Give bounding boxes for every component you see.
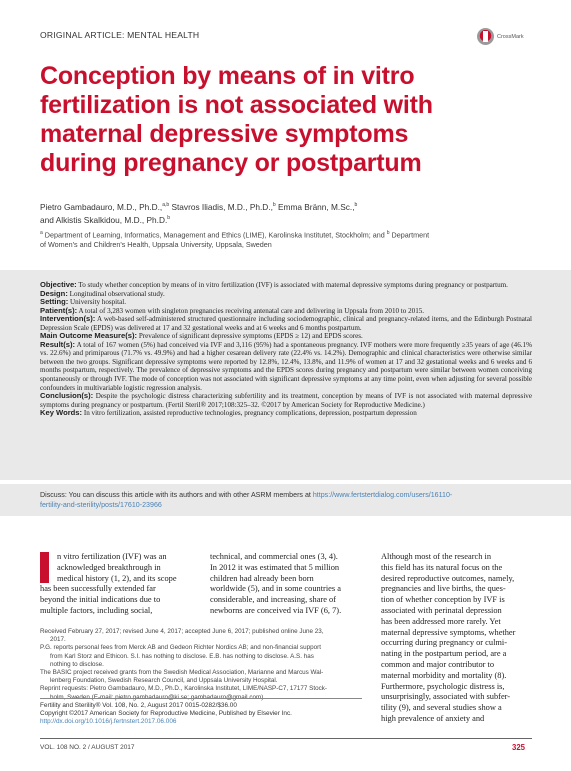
body-line: considerable, and increasing, share of (210, 595, 337, 605)
title-line: Conception by means of in vitro (40, 62, 415, 90)
crossmark-badge[interactable] (477, 28, 524, 45)
body-line: tion of whether conception by IVF is (381, 595, 505, 605)
footer-issue: VOL. 108 NO. 2 / AUGUST 2017 (40, 744, 135, 751)
body-line: multiple factors, including social, (40, 605, 153, 615)
body-line: children had already been born (210, 573, 314, 583)
discuss-link[interactable]: https://www.fertstertdialog.com/users/16110- (312, 491, 453, 499)
abstract-heading: Intervention(s): (40, 314, 96, 324)
author-name: Stavros Iliadis, M.D., Ph.D., (169, 201, 273, 212)
body-line: desired reproductive outcomes, namely, (381, 573, 515, 583)
body-line: maternal depressive symptoms, whether (381, 627, 516, 637)
disclosure-note: from Karl Storz and Ethicon. S.I. has nothing to disclose. E.B. has nothing to disclose. A.S. has (50, 652, 314, 660)
affiliation-text: Department of Learning, Informatics, Management and Ethics (LIME), Karolinska Institutet, Stockholm; and (44, 230, 385, 240)
received-note: 2017. (50, 636, 66, 644)
body-column-3 (381, 552, 531, 725)
body-line: newborns are conceived via IVF (6, 7). (210, 605, 342, 615)
body-line: unsurprisingly, associated with subfer- (381, 692, 511, 702)
journal-citation: Fertility and Sterility® Vol. 108, No. 2, August 2017 0015-0282/$36.00 (40, 702, 237, 709)
body-line: worldwide (5), and in some countries a (210, 584, 341, 594)
author-affiliation-mark: b (354, 202, 358, 208)
reprint-note: holm, Sweden (E-mail: pietro.gambadauro@ki.se; gambadauro@gmail.com). (50, 693, 266, 701)
discuss-text: Discuss: You can discuss this article with its authors and with other ASRM members at (40, 491, 313, 499)
discuss-link[interactable]: fertility-and-sterility/posts/17610-23966 (40, 501, 162, 509)
abstract-design: Longitudinal observational study. (69, 289, 165, 298)
abstract-keywords: In vitro fertilization, assisted reproductive technologies, pregnancy complications, depression, postpartum depression (83, 409, 417, 418)
doi-link[interactable]: http://dx.doi.org/10.1016/j.fertnstert.2017.06.006 (40, 718, 177, 726)
title-line: during pregnancy or postpartum (40, 149, 422, 177)
body-line: associated with perinatal depression (381, 605, 502, 615)
discuss-box (40, 490, 535, 510)
article-title (40, 62, 510, 178)
body-line: occurring during pregnancy or culmi- (381, 638, 508, 648)
page-number: 325 (512, 743, 526, 752)
abstract-heading: Setting: (40, 297, 69, 307)
journal-info (40, 698, 362, 727)
author-list (40, 200, 500, 226)
crossmark-icon (477, 28, 494, 45)
body-line: In 2012 it was estimated that 5 million (210, 562, 340, 572)
abstract-objective: To study whether conception by means of in vitro fertilization (IVF) is associated with maternal depressive symptoms during pregnancy or postpartum. (78, 281, 508, 289)
title-line: maternal depressive symptoms (40, 120, 409, 148)
disclosure-note: nothing to disclose. (50, 660, 104, 668)
author-affiliation-mark: b (272, 202, 276, 208)
abstract-heading: Objective: (40, 280, 77, 289)
funding-note: The BASIC project received grants from the Swedish Medical Association, Marianne and Marcus Wal- (40, 669, 324, 677)
body-line: Although most of the research in (381, 552, 492, 561)
abstract-outcome: Prevalence of significant depressive symptoms (EPDS ≥ 12) and EPDS scores. (138, 332, 363, 341)
body-line: n vitro fertilization (IVF) was an (57, 552, 167, 561)
body-line: has been successfully extended far (40, 584, 156, 594)
abstract-heading: Conclusion(s): (40, 391, 94, 401)
body-line: maternal morbidity and mortality (8). (381, 670, 507, 680)
copyright-line: Copyright ©2017 American Society for Reproductive Medicine, Published by Elsevier Inc. (40, 710, 292, 718)
abstract-conclusions: Despite the psychologic distress characterizing subfertility and its treatment, conception by means of IVF is not associated with maternal depressive symptoms during pregnancy or postpartum. (Fertil Steril® 2017;108:325–32. ©2017 by American Society for Reproductive Medicine.) (40, 392, 532, 409)
abstract-heading: Key Words: (40, 408, 83, 418)
crossmark-label: CrossMark (497, 33, 524, 40)
author-affiliation-mark: a,b (162, 202, 170, 208)
body-line: this field has its natural focus on the (381, 562, 503, 572)
body-line: technical, and commercial ones (3, 4). (210, 552, 338, 561)
received-note: Received February 27, 2017; revised June 4, 2017; accepted June 6, 2017; published online June 23, (40, 628, 324, 635)
author-name: Emma Bränn, M.Sc., (275, 201, 355, 212)
abstract-heading: Design: (40, 288, 68, 298)
abstract-setting: University hospital. (70, 298, 127, 307)
body-line: has been addressed more rarely. Yet (381, 616, 501, 626)
article-notes (40, 628, 362, 702)
body-line: Furthermore, psychologic distress is, (381, 681, 505, 691)
reprint-note: Reprint requests: Pietro Gambadauro, M.D., Ph.D., Karolinska Institutet, LIME/NASP-C7, 17177 Stock- (40, 685, 327, 693)
body-line: medical history (1, 2), and its scope (57, 573, 177, 583)
affiliations (40, 228, 540, 250)
abstract-patients: A total of 3,283 women with singleton pregnancies receiving antenatal care and delivering in Uppsala from 2010 to 2015. (78, 306, 425, 315)
author-name: and Alkistis Skalkidou, M.D., Ph.D. (40, 214, 168, 225)
abstract (40, 281, 532, 418)
body-column-2 (210, 552, 362, 617)
disclosure-note: P.G. reports personal fees from Merck AB and Gedeon Richter Nordics AB; and non-financial support (40, 644, 321, 652)
body-column-1 (40, 552, 190, 617)
affiliation-mark: b (386, 230, 390, 236)
funding-note: lenberg Foundation, Swedish Research Council, and Uppsala University Hospital. (50, 677, 278, 685)
title-line: fertilization is not associated with (40, 91, 433, 119)
body-line: pregnancies and live births, the ques- (381, 584, 506, 594)
abstract-heading: Main Outcome Measure(s): (40, 331, 138, 341)
section-label: ORIGINAL ARTICLE: MENTAL HEALTH (40, 30, 200, 40)
author-affiliation-mark: b (167, 214, 171, 221)
body-line: tility (9), and several studies show a (381, 703, 502, 713)
body-line: common and major contributor to (381, 659, 495, 669)
abstract-interventions: A web-based self-administered structured questionnaire including sociodemographic, clinical and pregnancy-related items, and the Edinburgh Postnatal Depression Scale (EPDS) was delivered at 17 and 32 gestational weeks and at 6 weeks and 6 months postpartum. (40, 315, 532, 332)
author-name: Pietro Gambadauro, M.D., Ph.D., (40, 201, 163, 212)
affiliation-mark: a (40, 230, 43, 236)
body-line: beyond the initial indications due to (40, 595, 161, 605)
body-line: high prevalence of anxiety and (381, 713, 485, 723)
affiliation-text: Department (389, 230, 430, 240)
abstract-results: A total of 167 women (5%) had conceived via IVF and 3,116 (95%) had a spontaneous pregnancy. IVF mothers were more frequently ≥35 years of age (46.1% vs. 22.6%) and primiparous (71.7% vs. 49.9%) and had a higher cesarean delivery rate (22.4% vs. 14.2%). Demographic and clinical characteristics were otherwise similar between the two groups. Significant depressive symptoms were reported by 12.8%, 12.4%, 13.8%, and 11.9% of women at 17 and 32 gestational weeks and 6 weeks and 6 months postpartum, respectively. The prevalence of depressive symptoms and the EPDS scores during pregnancy and postpartum were similar between women conceiving spontaneously or through IVF. The mode of conception was not associated with significant depressive symptoms at any time point, even when adjusting for several possible confounders in multivariable logistic regression analysis. (40, 340, 532, 392)
footer-divider (40, 738, 532, 739)
abstract-heading: Patient(s): (40, 305, 78, 315)
affiliation-text: of Women's and Children's Health, Uppsala University, Uppsala, Sweden (40, 240, 272, 250)
abstract-heading: Result(s): (40, 339, 76, 349)
body-line: nating in the postpartum period, are a (381, 649, 507, 659)
body-line: acknowledged breakthrough in (57, 562, 161, 572)
